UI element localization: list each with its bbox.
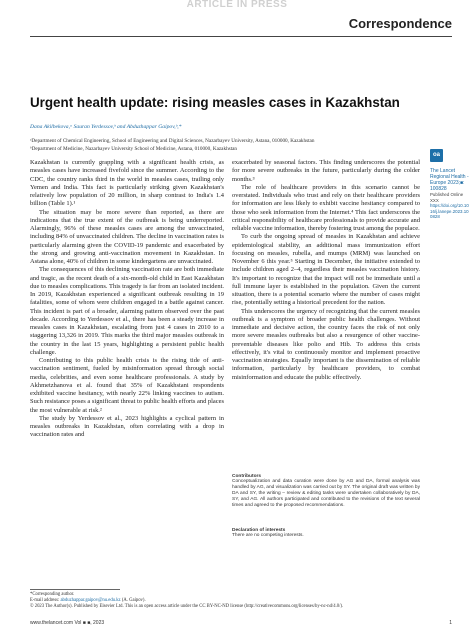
affiliation-a: ᵃDepartment of Chemical Engineering, School of Engineering and Digital Sciences, Nazarbayev University, Astana, 010000, Kazakhstan [30,138,315,144]
paragraph: Kazakhstan is currently grappling with a significant health crisis, as measles cases have increased fivefold since the summer. According to the CDC, the country ranks third in the world in measles cases, trailing only Yemen and India. This fact is particularly striking given Kazakhstan's relatively low population of 20 million, in sharp contrast to India's 1.4 billion (Table 1).¹ [30,159,224,208]
paragraph: The consequences of this declining vaccination rate are both immediate and tragic, as the recent death of a six-month-old child in East Kazakhstan due to measles complications. This tragedy is far from an isolated incident. In 2019, Kazakhstan experienced a significant outbreak resulting in 19 fatalities, some of whom were children engaged in a battle against cancer. This incident is part of a broader, alarming pattern observed over the past decade. According to Yerdessov et al., there has been a steady increase in measles cases in Kazakhstan, escalating from just 4 cases in 2010 to a staggering 13,326 in 2019. This marks the third major measles outbreak in the country in the last 15 years, highlighting a persistent public health challenge. [30,266,224,356]
header-divider [30,36,452,37]
email-note [30,598,452,604]
page-number: 1 [449,620,452,626]
article-in-press-watermark: ARTICLE IN PRESS [186,0,288,9]
paragraph: This underscores the urgency of recognizing that the current measles outbreak is a symptom of broader public health challenges. Without immediate and decisive action, the country faces the risk of not only more severe measles outbreaks but also a resurgence of other vaccine-preventable diseases like polio and Hib. To address this crisis effectively, it's vital to continuously monitor and implement proactive vaccination strategies. Equally important is the dissemination of reliable information, particularly by healthcare providers, to combat misinformation and educate the public effectively. [232,307,420,381]
paragraph: Contributing to this public health crisis is the rising tide of anti-vaccination sentiment, fueled by misinformation spread through social media, celebrities, and even some healthcare professionals. A study by Akhmetzhanova et al. found that 35% of Kazakhstani respondents exhibited vaccine hesitancy, with nearly 22% linking vaccines to autism. Such resistance poses a significant threat to public health efforts and places the most vulnerable at risk.² [30,357,224,414]
article-title: Urgent health update: rising measles cases in Kazakhstan [30,95,400,110]
contributors-heading: Contributors [232,474,262,479]
interests-heading: Declaration of interests [232,528,286,533]
footnote-divider [30,589,120,590]
paragraph: exacerbated by seasonal factors. This finding underscores the potential for more severe outbreaks in the future, particularly during the colder months.³ [232,159,420,183]
license-note: © 2023 The Author(s). Published by Elsevier Ltd. This is an open access article under the CC BY-NC-ND license (http://creativecommons.org/licenses/by-nc-nd/4.0/). [30,604,344,609]
body-column-right [232,159,420,382]
paragraph: The role of healthcare providers in this scenario cannot be overstated. Individuals who trust and rely on their healthcare providers for information are less likely to exhibit vaccine hesitancy compared to those who seek information from the Internet.⁴ This fact underscores the critical responsibility of healthcare professionals to provide accurate and reliable vaccine information, thereby fostering trust among the populace. [232,183,420,232]
contributors-text: Conceptualization and data curation were done by AG and DA, formal analysis was handled by AG, and visualization was carried out by SY. The original draft was written by DA and SY, the writing – review & editing tasks were undertaken collaboratively by DA, SY, and AG. All authors participated and contributed to the revisions of the text several times and agreed to the proposed recommendations. [232,479,420,508]
corresponding-author-note: *Corresponding author. [30,592,75,597]
doi-link[interactable]: https://doi.org/10.1016/j.lanepe.2023.100828 [430,203,469,220]
published-online: Published Online XXX [430,192,464,203]
email-suffix: (A. Gaipov). [121,598,146,603]
paragraph: To curb the ongoing spread of measles in Kazakhstan and achieve epidemiological stability, an additional mass immunization effort focusing on measles, rubella, and mumps (MRM) was launched on November 6 this year.⁵ Starting in December, the initiative extended to include children aged 2–4, regardless their measles vaccination history. It's important to recognize that the impact will not be immediate until a full immune layer is established in the population. Given the current situation, there is a potential scenario where the number of cases might rise, potentially setting a historical precedent for the nation. [232,233,420,307]
page-footer [30,620,452,626]
interests-text: There are no competing interests. [232,533,304,538]
body-column-left [30,159,224,440]
journal-citation: The Lancet Regional Health - Europe 2023;■: 100828 [430,168,469,192]
section-label: Correspondence [348,16,452,31]
email-label: E-mail address: [30,598,60,603]
author-list[interactable]: Dana Akilbekova,ᵃ Sauran Yerdessov,ᵇ and Abduzhappar Gaipov,ᵇ,* [30,124,182,130]
affiliation-b: ᵇDepartment of Medicine, Nazarbayev University School of Medicine, Astana, 010000, Kazakhstan [30,146,238,152]
email-link[interactable]: abduzhappar.gaipov@nu.edu.kz [60,598,121,603]
paragraph: The situation may be more severe than reported, as there are indications that the true extent of the outbreak is being underreported. Alarmingly, 96% of these measles cases are among the unvaccinated, including 84% of unvaccinated children. The decline in vaccination rates is particularly alarming given the COVID-19 pandemic and exacerbated by the strong and growing anti-vaccination movement in Kazakhstan. In Astana alone, 40% of children in some kindergartens are unvaccinated. [30,208,224,265]
journal-footer[interactable]: www.thelancet.com Vol ■ ■, 2023 [30,620,105,626]
open-access-icon: oa [430,149,443,162]
article-info-sidebar [430,149,470,220]
paragraph: The study by Yerdessov et al., 2023 highlights a cyclical pattern in measles outbreaks in Kazakhstan, often correlating with a drop in vaccination rates and [30,414,224,439]
contributors-section [232,474,420,509]
interests-section [232,528,420,539]
